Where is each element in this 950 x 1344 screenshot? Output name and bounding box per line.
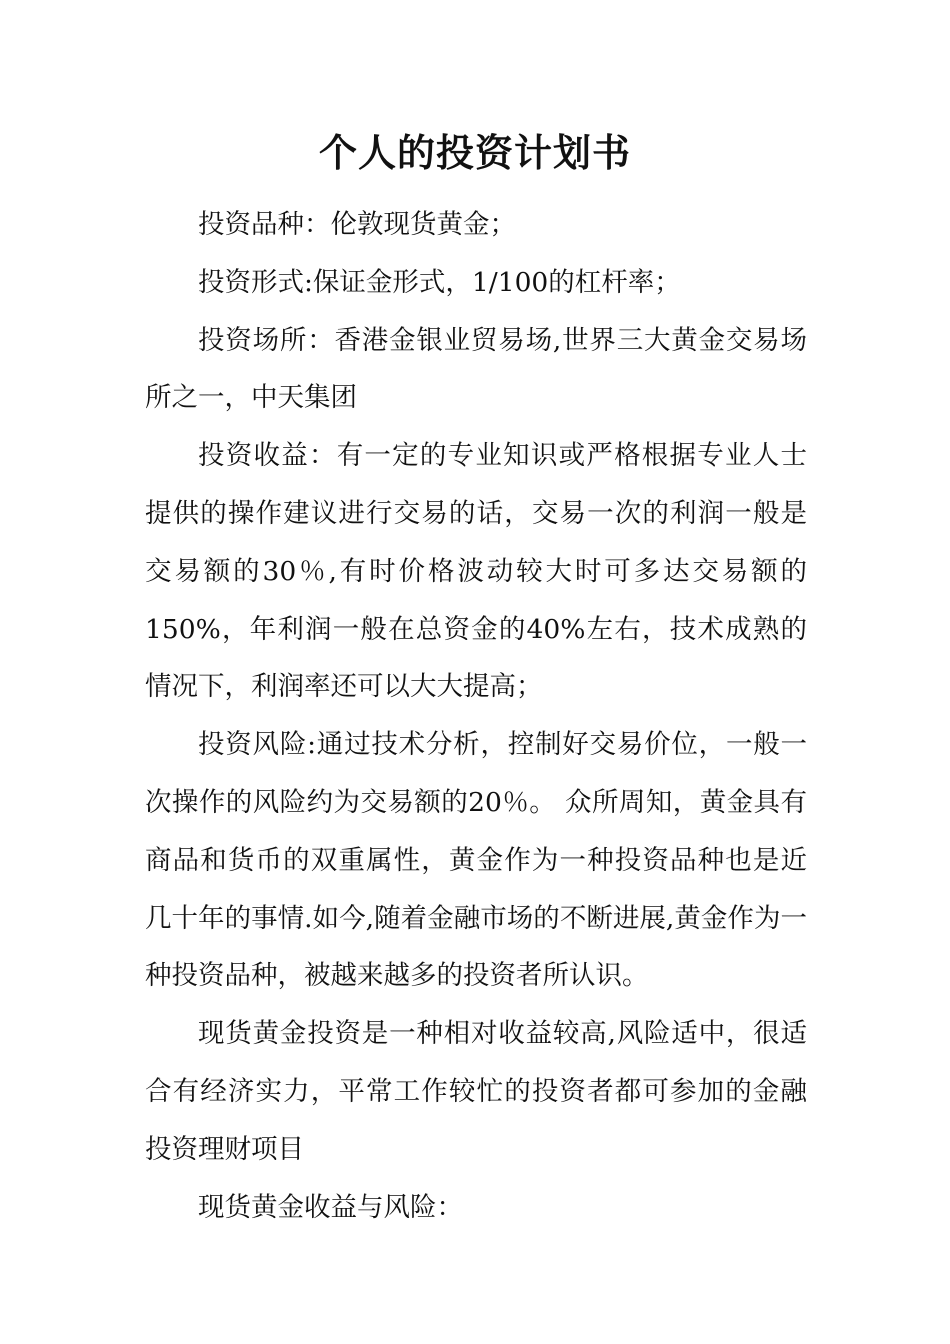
paragraph-investment-risk: 投资风险:通过技术分析，控制好交易价位，一般一次操作的风险约为交易额的20％。 众所周知，黄金具有商品和货币的双重属性，黄金作为一种投资品种也是近几十年的事情.如今,随着金融市场的不断进展,黄金作为一种投资品种，被越来越多的投资者所认识。 [145, 729, 807, 992]
paragraph-investment-type: 投资品种：伦敦现货黄金； [198, 209, 516, 240]
paragraph-investment-venue: 投资场所：香港金银业贸易场,世界三大黄金交易场所之一，中天集团 [145, 324, 807, 414]
document-title: 个人的投资计划书 [318, 130, 631, 175]
paragraph-investment-returns: 投资收益：有一定的专业知识或严格根据专业人士提供的操作建议进行交易的话，交易一次的利润一般是交易额的30％,有时价格波动较大时可多达交易额的150%，年利润一般在总资金的40%左右，技术成熟的情况下，利润率还可以大大提高； [145, 440, 807, 703]
paragraph-investment-form: 投资形式:保证金形式，1/100的杠杆率； [198, 266, 681, 298]
paragraph-spot-gold-overview: 现货黄金投资是一种相对收益较高,风险适中，很适合有经济实力，平常工作较忙的投资者都可参加的金融投资理财项目 [145, 1018, 807, 1165]
paragraph-returns-and-risk-heading: 现货黄金收益与风险： [198, 1191, 463, 1223]
document-body [145, 196, 807, 1236]
